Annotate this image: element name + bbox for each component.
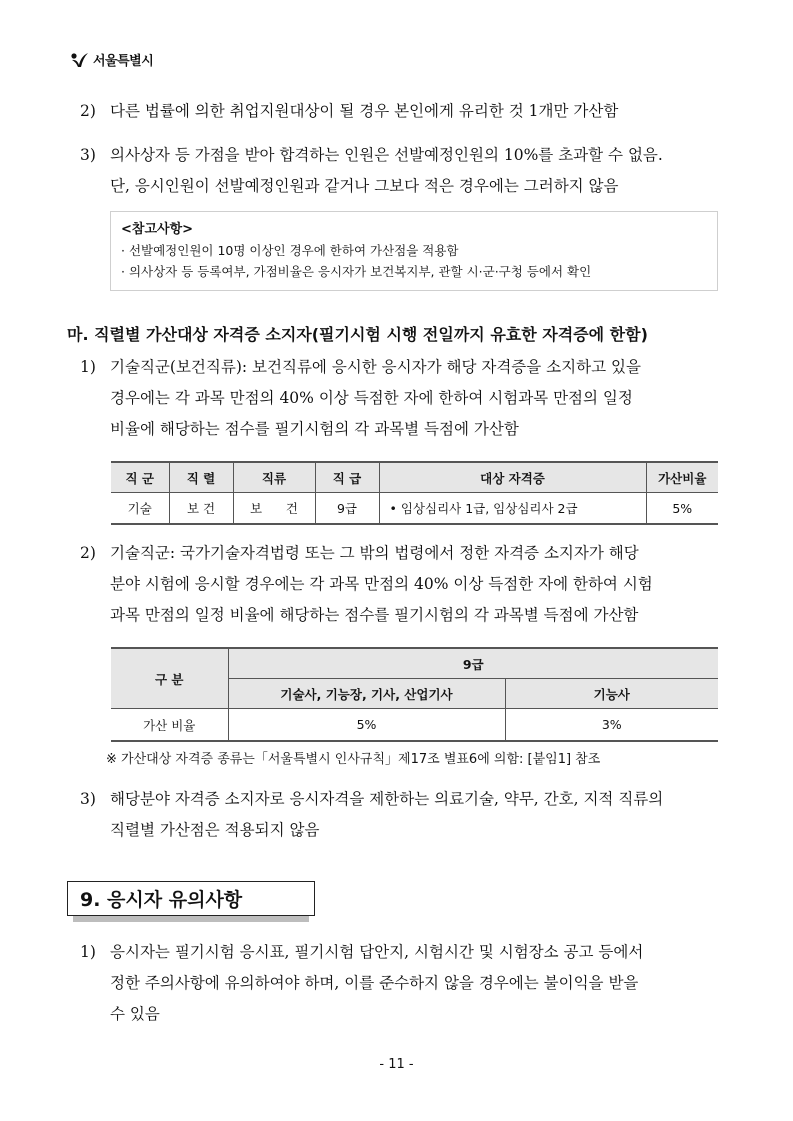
table-note: ※ 가산대상 자격증 종류는「서울특별시 인사규칙」제17조 별표6에 의함: [붙임1] 참조	[106, 752, 601, 767]
table-header-cell: 대상 자격증	[379, 462, 646, 493]
table-cell: 9급	[315, 493, 379, 525]
table-header-cell: 기능사	[505, 679, 718, 709]
item-ma-1	[80, 352, 96, 383]
reference-box	[110, 211, 718, 291]
table-cell: 가산 비율	[111, 709, 228, 742]
reference-title: <참고사항>	[121, 222, 194, 237]
item-line: 정한 주의사항에 유의하여야 하며, 이를 준수하지 않을 경우에는 불이익을 받을	[110, 974, 639, 992]
table-cell: 기술	[111, 493, 169, 525]
item-line: 단, 응시인원이 선발예정인원과 같거나 그보다 적은 경우에는 그러하지 않음	[110, 177, 619, 195]
table-header-cell: 직 렬	[169, 462, 233, 493]
item-line: 해당분야 자격증 소지자로 응시자격을 제한하는 의료기술, 약무, 간호, 지적 직류의	[110, 790, 664, 808]
table-cell: 5%	[646, 493, 718, 525]
item-9-1-text	[110, 937, 643, 1030]
section-heading-9-text: 9. 응시자 유의사항	[67, 881, 315, 916]
item-number: 1)	[80, 943, 96, 961]
item-ma-1-text	[110, 352, 641, 445]
table-header-cell: 직류	[233, 462, 315, 493]
item-line: 수 있음	[110, 1005, 160, 1023]
item-ma-3-text	[110, 784, 663, 846]
item-line: 직렬별 가산점은 적용되지 않음	[110, 821, 320, 839]
item-line: 의사상자 등 가점을 받아 합격하는 인원은 선발예정인원의 10%를 초과할 수 없음.	[110, 146, 663, 164]
item-top-3-text	[110, 140, 663, 202]
item-top-3	[80, 140, 96, 171]
header-logo	[70, 50, 153, 69]
table-cell: 5%	[228, 709, 505, 742]
item-number: 1)	[80, 358, 96, 376]
table-cell: 보 건	[169, 493, 233, 525]
table-header-cell: 9급	[228, 648, 718, 679]
item-line: 기술직군: 국가기술자격법령 또는 그 밖의 법령에서 정한 자격증 소지자가 해당	[110, 544, 639, 562]
section-heading-9	[67, 881, 315, 916]
item-ma-2-text	[110, 538, 653, 631]
item-line: 비율에 해당하는 점수를 필기시험의 각 과목별 득점에 가산함	[110, 420, 519, 438]
table-row	[111, 709, 718, 742]
table-header-cell: 구 분	[111, 648, 228, 709]
item-ma-2	[80, 538, 96, 569]
section-heading-ma: 마. 직렬별 가산대상 자격증 소지자(필기시험 시행 전일까지 유효한 자격증에 한함)	[67, 325, 648, 344]
table-cell: • 임상심리사 1급, 임상심리사 2급	[379, 493, 646, 525]
table-header-cell: 직 군	[111, 462, 169, 493]
logo-text: 서울특별시	[93, 54, 154, 69]
item-line: 기술직군(보건직류): 보건직류에 응시한 응시자가 해당 자격증을 소지하고 있을	[110, 358, 641, 376]
table-header-row	[111, 648, 718, 679]
table-header-cell: 직 급	[315, 462, 379, 493]
item-number: 3)	[80, 146, 96, 164]
seoul-logo-icon	[70, 51, 90, 69]
table-row	[111, 493, 718, 525]
reference-line: · 선발예정인원이 10명 이상인 경우에 한하여 가산점을 적용함	[121, 243, 459, 258]
item-line: 다른 법률에 의한 취업지원대상이 될 경우 본인에게 유리한 것 1개만 가산함	[110, 102, 619, 120]
table-header-cell: 가산비율	[646, 462, 718, 493]
item-line: 응시자는 필기시험 응시표, 필기시험 답안지, 시험시간 및 시험장소 공고 등에서	[110, 943, 644, 961]
item-ma-3	[80, 784, 96, 815]
certificate-table-health	[111, 461, 718, 525]
table-cell: 보 건	[233, 493, 315, 525]
item-9-1	[80, 937, 96, 968]
table-header-cell: 기술사, 기능장, 기사, 산업기사	[228, 679, 505, 709]
item-line: 경우에는 각 과목 만점의 40% 이상 득점한 자에 한하여 시험과목 만점의 일정	[110, 389, 633, 407]
reference-line: · 의사상자 등 등록여부, 가점비율은 응시자가 보건복지부, 관할 시·군·구청 등에서 확인	[121, 264, 592, 279]
table-cell: 3%	[505, 709, 718, 742]
table-header-row	[111, 462, 718, 493]
item-top-2	[80, 96, 96, 127]
certificate-table-technical	[111, 647, 718, 742]
item-top-2-text	[110, 96, 618, 127]
item-number: 3)	[80, 790, 96, 808]
item-line: 과목 만점의 일정 비율에 해당하는 점수를 필기시험의 각 과목별 득점에 가산함	[110, 606, 639, 624]
item-line: 분야 시험에 응시할 경우에는 각 과목 만점의 40% 이상 득점한 자에 한하여 시험	[110, 575, 653, 593]
item-number: 2)	[80, 102, 96, 120]
item-number: 2)	[80, 544, 96, 562]
page-number: - 11 -	[379, 1057, 414, 1072]
